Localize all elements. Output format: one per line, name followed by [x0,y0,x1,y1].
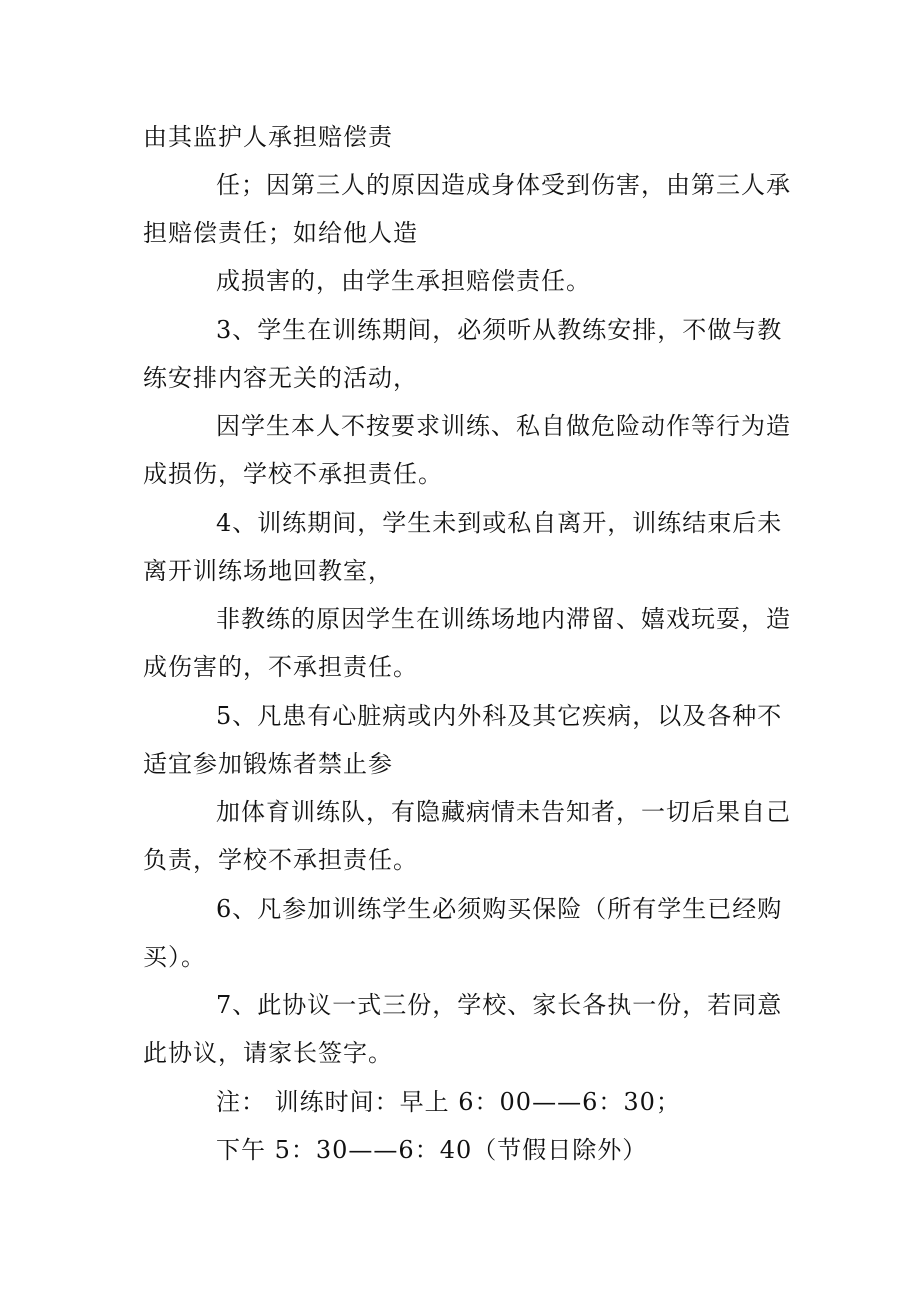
text-line-18: 买）。 [143,943,206,971]
text-line-1: 由其监护人承担赔偿责 [143,123,393,151]
text-line-2: 任；因第三人的原因造成身体受到伤害，由第三人承 [216,171,791,199]
text-line-3: 担赔偿责任；如给他人造 [143,219,418,247]
text-line-6: 练安排内容无关的活动， [143,364,418,392]
text-line-9: 4、训练期间，学生未到或私自离开，训练结束后未 [216,509,783,537]
text-line-21: 注： 训练时间：早上 6：00——6：30； [216,1088,681,1116]
text-line-13: 5、凡患有心脏病或内外科及其它疾病，以及各种不 [216,702,783,730]
text-line-12: 成伤害的，不承担责任。 [143,653,418,681]
text-line-19: 7、此协议一式三份，学校、家长各执一份，若同意 [216,991,783,1019]
text-line-20: 此协议，请家长签字。 [143,1039,393,1067]
text-line-17: 6、凡参加训练学生必须购买保险（所有学生已经购 [216,895,783,923]
text-line-15: 加体育训练队，有隐藏病情未告知者，一切后果自己 [216,798,791,826]
text-line-7: 因学生本人不按要求训练、私自做危险动作等行为造 [216,412,791,440]
text-line-16: 负责，学校不承担责任。 [143,846,418,874]
text-line-10: 离开训练场地回教室， [143,557,393,585]
text-line-5: 3、学生在训练期间，必须听从教练安排，不做与教 [216,316,783,344]
text-line-22: 下午 5：30——6：40（节假日除外） [216,1136,648,1164]
text-line-8: 成损伤，学校不承担责任。 [143,460,443,488]
text-line-14: 适宜参加锻炼者禁止参 [143,750,393,778]
text-line-11: 非教练的原因学生在训练场地内滞留、嬉戏玩耍，造 [216,605,791,633]
text-line-4: 成损害的，由学生承担赔偿责任。 [216,267,591,295]
